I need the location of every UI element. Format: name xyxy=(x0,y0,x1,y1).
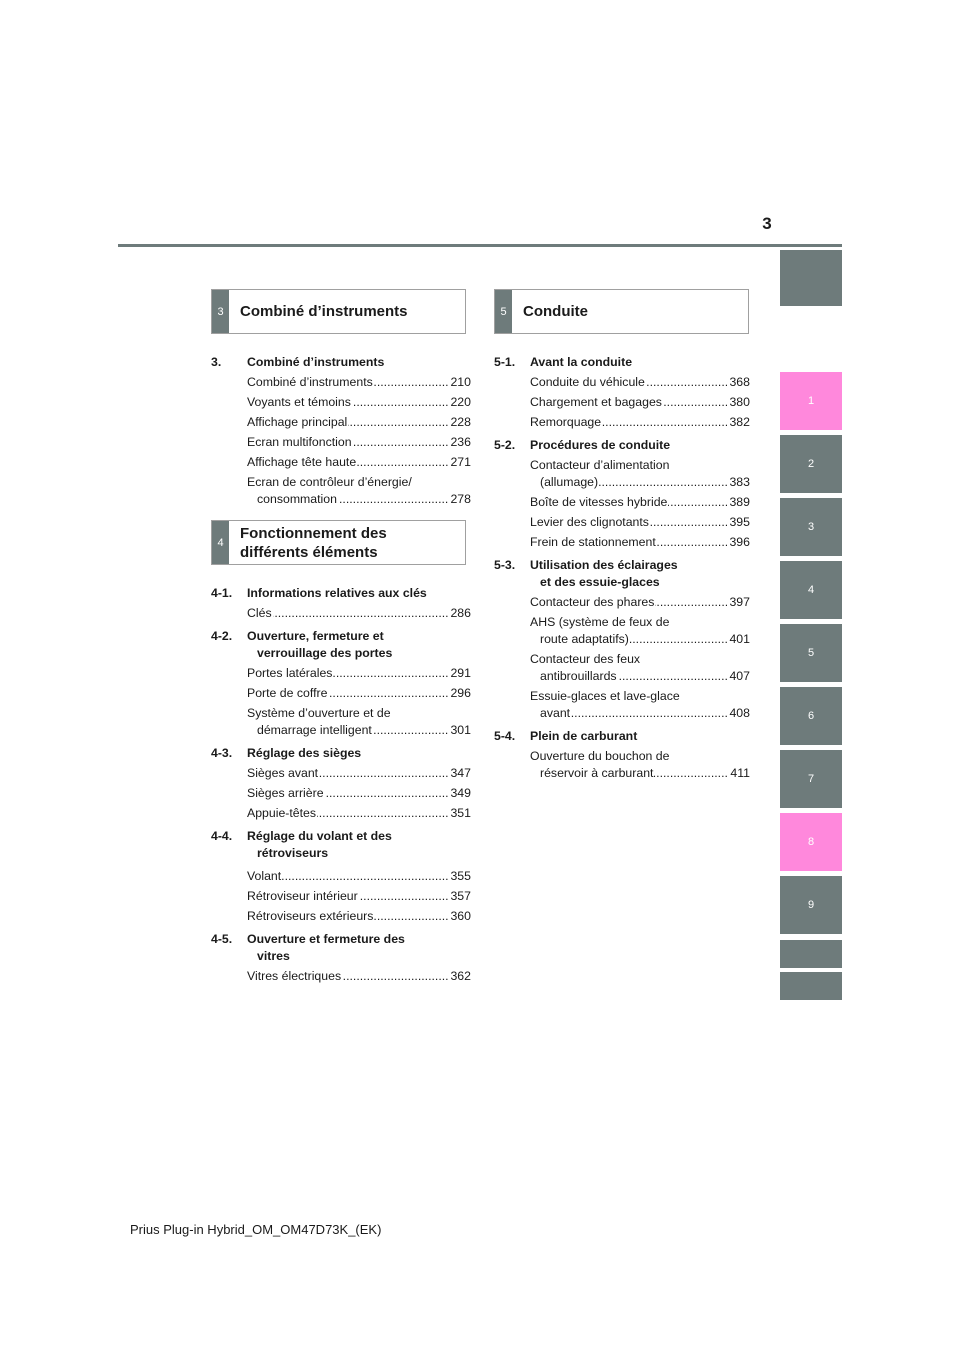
tab-3[interactable]: 3 xyxy=(780,498,842,556)
section-header-4[interactable] xyxy=(211,520,466,565)
toc-entry[interactable]: Contacteur d’alimentation (allumage) ..... 383 xyxy=(530,457,750,491)
toc-entry[interactable]: Conduite du véhicule ..... 368 xyxy=(530,374,750,391)
left-column xyxy=(211,289,471,985)
tab-blank-b[interactable] xyxy=(780,972,842,1000)
toc-entry[interactable]: Contacteur des phares ..... 397 xyxy=(530,594,750,611)
section-title: Conduite xyxy=(523,303,588,320)
toc-group-4-4: 4-4. Réglage du volant et des rétroviseurs xyxy=(211,829,392,860)
section-title: Fonctionnement des différents éléments xyxy=(240,524,387,561)
tab-8[interactable]: 8 xyxy=(780,813,842,871)
toc-entry[interactable]: Remorquage ..... 382 xyxy=(530,414,750,431)
toc-group-5-1: 5-1. Avant la conduite xyxy=(494,355,633,369)
toc-group-3: 3. Combiné d’instruments xyxy=(211,355,385,369)
section-title: Combiné d’instruments xyxy=(240,303,408,320)
toc-group-4-2: 4-2. Ouverture, fermeture et verrouillage des portes xyxy=(211,629,393,660)
toc-entry[interactable]: Voyants et témoins ..... 220 xyxy=(247,394,471,411)
toc-entry[interactable]: Boîte de vitesses hybride ..... 389 xyxy=(530,494,750,511)
tab-7[interactable]: 7 xyxy=(780,750,842,808)
section-header-5[interactable] xyxy=(494,289,749,334)
toc-group-5-4: 5-4. Plein de carburant xyxy=(494,729,638,743)
toc-list-3 xyxy=(211,374,471,508)
section-header-3[interactable] xyxy=(211,289,466,334)
toc-entry[interactable]: Frein de stationnement ..... 396 xyxy=(530,534,750,551)
tab-1[interactable]: 1 xyxy=(780,372,842,430)
toc-entry[interactable]: Essuie-glaces et lave-glace avant ..... 408 xyxy=(530,688,750,722)
toc-entry[interactable]: Sièges arrière ..... 349 xyxy=(247,785,471,802)
tab-4[interactable]: 4 xyxy=(780,561,842,619)
section-number: 4 xyxy=(212,521,229,564)
tab-9[interactable]: 9 xyxy=(780,876,842,934)
section-number: 3 xyxy=(212,290,229,333)
toc-entry[interactable]: Ouverture du bouchon de réservoir à carburant ..... 411 xyxy=(530,748,750,782)
section-number: 5 xyxy=(495,290,512,333)
toc-entry[interactable]: Combiné d’instruments ..... 210 xyxy=(247,374,471,391)
toc-group-4-1: 4-1. Informations relatives aux clés xyxy=(211,586,427,600)
toc-group-5-2: 5-2. Procédures de conduite xyxy=(494,438,671,452)
tab-6[interactable]: 6 xyxy=(780,687,842,745)
toc-entry[interactable]: Portes latérales ..... 291 xyxy=(247,665,471,682)
tab-blank-a[interactable] xyxy=(780,940,842,968)
toc-entry[interactable]: Affichage tête haute ..... 271 xyxy=(247,454,471,471)
toc-entry[interactable]: Ecran multifonction ..... 236 xyxy=(247,434,471,451)
toc-entry[interactable]: Porte de coffre ..... 296 xyxy=(247,685,471,702)
toc-entry[interactable]: Appuie-têtes ..... 351 xyxy=(247,805,471,822)
toc-entry[interactable]: Sièges avant ..... 347 xyxy=(247,765,471,782)
toc-entry[interactable]: Rétroviseur intérieur ..... 357 xyxy=(247,888,471,905)
toc-group-4-3: 4-3. Réglage des sièges xyxy=(211,746,362,760)
toc-entry[interactable]: Levier des clignotants ..... 395 xyxy=(530,514,750,531)
toc-group-4-5: 4-5. Ouverture et fermeture des vitres xyxy=(211,932,405,963)
toc-entry[interactable]: Ecran de contrôleur d’énergie/ consommation ..... 278 xyxy=(247,474,471,508)
tab-5[interactable]: 5 xyxy=(780,624,842,682)
toc-group-5-3: 5-3. Utilisation des éclairages et des essuie-glaces xyxy=(494,558,678,589)
toc-entry[interactable]: Système d’ouverture et de démarrage intelligent ..... 301 xyxy=(247,705,471,739)
right-column xyxy=(494,289,750,782)
tab-blank-top[interactable] xyxy=(780,250,842,306)
page-number: 3 xyxy=(762,214,772,233)
toc-entry[interactable]: Clés ..... 286 xyxy=(247,605,471,622)
top-rule xyxy=(118,244,842,247)
toc-entry[interactable]: AHS (système de feux de route adaptatifs) ..... 401 xyxy=(530,614,750,648)
toc-entry[interactable]: Affichage principal ..... 228 xyxy=(247,414,471,431)
footer-document-id: Prius Plug-in Hybrid_OM_OM47D73K_(EK) xyxy=(130,1222,382,1237)
toc-entry[interactable]: Chargement et bagages ..... 380 xyxy=(530,394,750,411)
toc-entry[interactable]: Rétroviseurs extérieurs ..... 360 xyxy=(247,908,471,925)
tab-2[interactable]: 2 xyxy=(780,435,842,493)
toc-entry[interactable]: Volant ..... 355 xyxy=(247,868,471,885)
toc-entry[interactable]: Vitres électriques ..... 362 xyxy=(247,968,471,985)
toc-entry[interactable]: Contacteur des feux antibrouillards ..... 407 xyxy=(530,651,750,685)
